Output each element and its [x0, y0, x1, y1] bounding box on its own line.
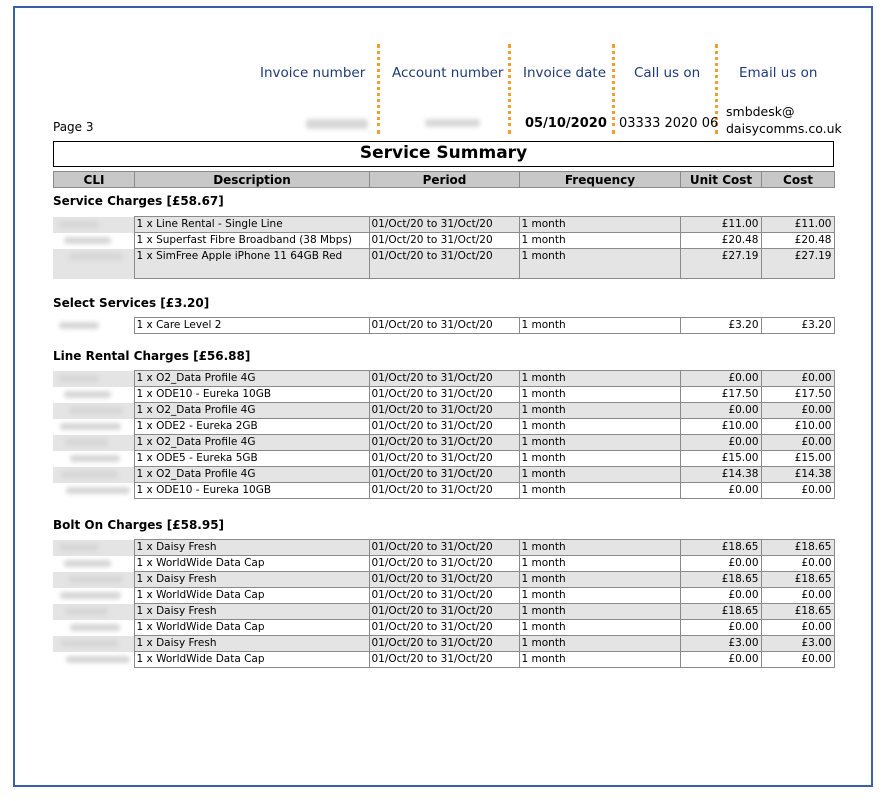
cost-cell: £20.48	[761, 233, 834, 249]
unit-cost-cell: £11.00	[680, 217, 761, 233]
description-cell: 1 x ODE10 - Eureka 10GB	[134, 387, 369, 403]
table-row	[53, 604, 834, 620]
frequency-cell: 1 month	[519, 233, 680, 249]
description-cell: 1 x WorldWide Data Cap	[134, 620, 369, 636]
period-cell: 01/Oct/20 to 31/Oct/20	[369, 588, 519, 604]
cli-cell	[53, 652, 134, 668]
description-cell: 1 x ODE5 - Eureka 5GB	[134, 451, 369, 467]
cli-redacted	[69, 576, 123, 583]
description-cell: 1 x Daisy Fresh	[134, 604, 369, 620]
column-headers	[53, 171, 835, 188]
period-cell: 01/Oct/20 to 31/Oct/20	[369, 419, 519, 435]
table-row	[53, 233, 834, 249]
cli-cell	[53, 588, 134, 604]
invoice-date-label: Invoice date	[523, 65, 606, 81]
account-number-redacted	[425, 119, 480, 127]
table-row	[53, 451, 834, 467]
table-row	[53, 249, 834, 279]
description-cell: 1 x O2_Data Profile 4G	[134, 435, 369, 451]
unit-cost-cell: £0.00	[680, 652, 761, 668]
cost-cell: £0.00	[761, 435, 834, 451]
invoice-number-redacted	[306, 119, 368, 129]
cli-redacted	[70, 455, 120, 462]
unit-cost-cell: £0.00	[680, 483, 761, 499]
column-header-cli: CLI	[54, 172, 135, 188]
frequency-cell: 1 month	[519, 403, 680, 419]
frequency-cell: 1 month	[519, 652, 680, 668]
unit-cost-cell: £0.00	[680, 435, 761, 451]
cli-redacted	[65, 439, 108, 446]
description-cell: 1 x Daisy Fresh	[134, 540, 369, 556]
period-cell: 01/Oct/20 to 31/Oct/20	[369, 467, 519, 483]
email-us-label: Email us on	[739, 65, 818, 81]
period-cell: 01/Oct/20 to 31/Oct/20	[369, 604, 519, 620]
frequency-cell: 1 month	[519, 588, 680, 604]
cost-cell: £0.00	[761, 403, 834, 419]
cli-cell	[53, 483, 134, 499]
description-cell: 1 x O2_Data Profile 4G	[134, 403, 369, 419]
table-row	[53, 371, 834, 387]
period-cell: 01/Oct/20 to 31/Oct/20	[369, 403, 519, 419]
cli-redacted	[70, 624, 120, 631]
period-cell: 01/Oct/20 to 31/Oct/20	[369, 371, 519, 387]
frequency-cell: 1 month	[519, 419, 680, 435]
unit-cost-cell: £27.19	[680, 249, 761, 279]
column-header-description: Description	[135, 172, 370, 188]
column-header-unit-cost: Unit Cost	[681, 172, 762, 188]
period-cell: 01/Oct/20 to 31/Oct/20	[369, 249, 519, 279]
cli-cell	[53, 556, 134, 572]
cost-cell: £0.00	[761, 588, 834, 604]
frequency-cell: 1 month	[519, 483, 680, 499]
frequency-cell: 1 month	[519, 467, 680, 483]
period-cell: 01/Oct/20 to 31/Oct/20	[369, 435, 519, 451]
cli-redacted	[66, 487, 130, 494]
cli-redacted	[64, 391, 111, 398]
unit-cost-cell: £14.38	[680, 467, 761, 483]
unit-cost-cell: £0.00	[680, 556, 761, 572]
cli-redacted	[60, 423, 121, 430]
unit-cost-cell: £18.65	[680, 572, 761, 588]
divider-dots	[508, 44, 511, 134]
section-table	[53, 317, 835, 334]
description-cell: 1 x O2_Data Profile 4G	[134, 467, 369, 483]
unit-cost-cell: £18.65	[680, 604, 761, 620]
frequency-cell: 1 month	[519, 620, 680, 636]
cli-cell	[53, 636, 134, 652]
table-row	[53, 467, 834, 483]
period-cell: 01/Oct/20 to 31/Oct/20	[369, 387, 519, 403]
cli-redacted	[64, 237, 111, 244]
cost-cell: £0.00	[761, 483, 834, 499]
frequency-cell: 1 month	[519, 387, 680, 403]
cli-cell	[53, 419, 134, 435]
unit-cost-cell: £0.00	[680, 371, 761, 387]
cost-cell: £11.00	[761, 217, 834, 233]
cost-cell: £0.00	[761, 556, 834, 572]
cli-cell	[53, 572, 134, 588]
cli-cell	[53, 371, 134, 387]
cost-cell: £27.19	[761, 249, 834, 279]
table-row	[53, 556, 834, 572]
cli-cell	[53, 233, 134, 249]
cost-cell: £18.65	[761, 604, 834, 620]
description-cell: 1 x ODE10 - Eureka 10GB	[134, 483, 369, 499]
divider-dots	[612, 44, 615, 134]
period-cell: 01/Oct/20 to 31/Oct/20	[369, 217, 519, 233]
call-us-label: Call us on	[634, 65, 701, 81]
description-cell: 1 x WorldWide Data Cap	[134, 556, 369, 572]
frequency-cell: 1 month	[519, 318, 680, 334]
unit-cost-cell: £0.00	[680, 620, 761, 636]
column-header-cost: Cost	[762, 172, 835, 188]
column-header-period: Period	[370, 172, 520, 188]
unit-cost-cell: £0.00	[680, 403, 761, 419]
account-number-label: Account number	[392, 65, 504, 81]
cost-cell: £0.00	[761, 371, 834, 387]
frequency-cell: 1 month	[519, 217, 680, 233]
section-title: Line Rental Charges [£56.88]	[53, 349, 251, 363]
frequency-cell: 1 month	[519, 636, 680, 652]
frequency-cell: 1 month	[519, 451, 680, 467]
cost-cell: £15.00	[761, 451, 834, 467]
cli-redacted	[61, 471, 118, 478]
period-cell: 01/Oct/20 to 31/Oct/20	[369, 318, 519, 334]
section-table	[53, 216, 835, 279]
cost-cell: £10.00	[761, 419, 834, 435]
cli-redacted	[69, 407, 123, 414]
table-row	[53, 636, 834, 652]
divider-dots	[377, 44, 380, 134]
cli-cell	[53, 318, 134, 334]
cli-redacted	[65, 608, 108, 615]
cli-redacted	[59, 322, 99, 329]
cost-cell: £18.65	[761, 540, 834, 556]
period-cell: 01/Oct/20 to 31/Oct/20	[369, 556, 519, 572]
table-row	[53, 652, 834, 668]
section-title: Service Charges [£58.67]	[53, 194, 224, 208]
cli-cell	[53, 435, 134, 451]
cli-cell	[53, 387, 134, 403]
frequency-cell: 1 month	[519, 435, 680, 451]
cli-redacted	[66, 656, 130, 663]
cli-redacted	[59, 221, 99, 228]
period-cell: 01/Oct/20 to 31/Oct/20	[369, 483, 519, 499]
description-cell: 1 x WorldWide Data Cap	[134, 588, 369, 604]
invoice-date-value: 05/10/2020	[525, 116, 607, 131]
period-cell: 01/Oct/20 to 31/Oct/20	[369, 620, 519, 636]
unit-cost-cell: £3.20	[680, 318, 761, 334]
period-cell: 01/Oct/20 to 31/Oct/20	[369, 636, 519, 652]
table-row	[53, 217, 834, 233]
table-row	[53, 419, 834, 435]
email-value-line1: smbdesk@	[726, 104, 795, 119]
description-cell: 1 x WorldWide Data Cap	[134, 652, 369, 668]
cli-redacted	[59, 375, 99, 382]
description-cell: 1 x Daisy Fresh	[134, 572, 369, 588]
table-row	[53, 318, 834, 334]
section-title: Bolt On Charges [£58.95]	[53, 518, 225, 532]
unit-cost-cell: £10.00	[680, 419, 761, 435]
section-table	[53, 539, 835, 668]
table-row	[53, 572, 834, 588]
unit-cost-cell: £17.50	[680, 387, 761, 403]
service-summary-title: Service Summary	[53, 141, 834, 167]
page-number: Page 3	[53, 120, 94, 134]
period-cell: 01/Oct/20 to 31/Oct/20	[369, 233, 519, 249]
description-cell: 1 x SimFree Apple iPhone 11 64GB Red	[134, 249, 369, 279]
table-row	[53, 435, 834, 451]
cost-cell: £3.00	[761, 636, 834, 652]
period-cell: 01/Oct/20 to 31/Oct/20	[369, 572, 519, 588]
cost-cell: £0.00	[761, 652, 834, 668]
unit-cost-cell: £18.65	[680, 540, 761, 556]
email-value-line2: daisycomms.co.uk	[726, 121, 842, 136]
cli-cell	[53, 249, 134, 279]
period-cell: 01/Oct/20 to 31/Oct/20	[369, 451, 519, 467]
cost-cell: £0.00	[761, 620, 834, 636]
invoice-number-label: Invoice number	[260, 65, 366, 81]
cost-cell: £17.50	[761, 387, 834, 403]
table-row	[53, 483, 834, 499]
cli-redacted	[61, 640, 118, 647]
description-cell: 1 x Daisy Fresh	[134, 636, 369, 652]
description-cell: 1 x Superfast Fibre Broadband (38 Mbps)	[134, 233, 369, 249]
cli-redacted	[64, 560, 111, 567]
cli-cell	[53, 540, 134, 556]
period-cell: 01/Oct/20 to 31/Oct/20	[369, 652, 519, 668]
cli-redacted	[59, 544, 99, 551]
cli-redacted	[60, 592, 121, 599]
cli-redacted	[69, 253, 123, 260]
section-title: Select Services [£3.20]	[53, 296, 210, 310]
cli-cell	[53, 604, 134, 620]
table-row	[53, 403, 834, 419]
period-cell: 01/Oct/20 to 31/Oct/20	[369, 540, 519, 556]
cost-cell: £18.65	[761, 572, 834, 588]
description-cell: 1 x Care Level 2	[134, 318, 369, 334]
cost-cell: £3.20	[761, 318, 834, 334]
cost-cell: £14.38	[761, 467, 834, 483]
section-table	[53, 370, 835, 499]
cli-cell	[53, 467, 134, 483]
frequency-cell: 1 month	[519, 604, 680, 620]
frequency-cell: 1 month	[519, 249, 680, 279]
table-row	[53, 588, 834, 604]
description-cell: 1 x ODE2 - Eureka 2GB	[134, 419, 369, 435]
frequency-cell: 1 month	[519, 556, 680, 572]
unit-cost-cell: £15.00	[680, 451, 761, 467]
unit-cost-cell: £0.00	[680, 588, 761, 604]
column-header-frequency: Frequency	[520, 172, 681, 188]
cli-cell	[53, 217, 134, 233]
cli-cell	[53, 403, 134, 419]
table-row	[53, 387, 834, 403]
frequency-cell: 1 month	[519, 572, 680, 588]
description-cell: 1 x Line Rental - Single Line	[134, 217, 369, 233]
frequency-cell: 1 month	[519, 371, 680, 387]
unit-cost-cell: £20.48	[680, 233, 761, 249]
table-row	[53, 540, 834, 556]
description-cell: 1 x O2_Data Profile 4G	[134, 371, 369, 387]
frequency-cell: 1 month	[519, 540, 680, 556]
cli-cell	[53, 620, 134, 636]
cli-cell	[53, 451, 134, 467]
phone-value: 03333 2020 06	[619, 116, 719, 131]
unit-cost-cell: £3.00	[680, 636, 761, 652]
table-row	[53, 620, 834, 636]
